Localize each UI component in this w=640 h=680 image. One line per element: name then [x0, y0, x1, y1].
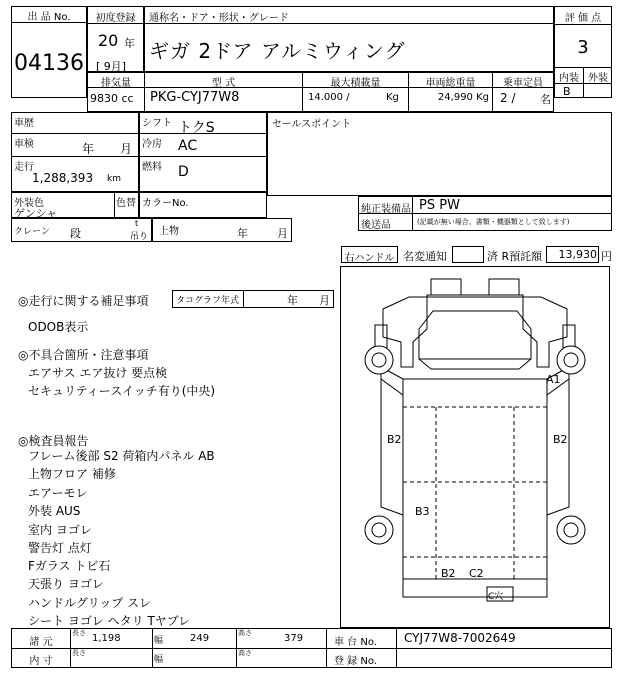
color-code-label: カラーNo.: [142, 198, 189, 209]
first-reg-label: 初度登録: [95, 13, 136, 24]
defect-line: エアサス エア抜け 要点検: [28, 366, 168, 380]
sales-point-label: セールスポイント: [272, 119, 352, 130]
width-value: 249: [190, 633, 210, 644]
defect-heading: ◎不具合箇所・注意事項: [18, 348, 149, 362]
inspection-month-unit: 月: [120, 142, 133, 156]
displacement-value: 9830 cc: [90, 92, 134, 105]
equipment-box: [358, 196, 612, 231]
inspector-line: 室内 ヨゴレ: [28, 523, 92, 537]
chassis-label: 車 台 No.: [334, 637, 377, 648]
lot-label: 出 品 No.: [27, 12, 71, 23]
crane-lift: 吊り: [130, 232, 149, 242]
retrofit-note: (記載が無い場合、書類・機器類として致します): [417, 218, 570, 226]
height-value: 379: [284, 633, 304, 644]
sales-point-box: [267, 112, 612, 196]
steering-box: [341, 246, 398, 263]
mileage-value: 1,288,393: [32, 171, 94, 185]
score-label: 評 価 点: [564, 13, 602, 24]
capacity-unit: 名: [540, 93, 551, 106]
model-box: [144, 6, 554, 72]
recycle-label: 済 R預託額: [487, 250, 543, 263]
crane-stage: 段: [70, 227, 81, 240]
lot-number: 04136: [14, 51, 84, 76]
damage-mark-c-hole: C穴: [488, 592, 504, 602]
chassis-value: CYJ77W8-7002649: [404, 631, 516, 645]
model-label: 通称名・ドア・形状・グレード: [149, 13, 289, 24]
truck-diagram: [340, 266, 610, 628]
registration-label: 登 録 No.: [334, 656, 377, 667]
mileage-unit: km: [107, 174, 121, 184]
recycle-amount: 13,930: [558, 248, 597, 261]
name-change-checkbox: [452, 246, 484, 263]
crane-ton: t: [135, 219, 139, 228]
dims-label: 諸 元: [29, 637, 53, 648]
steering-value: 右ハンドル: [344, 253, 395, 264]
crane-label: クレーン: [14, 227, 50, 237]
color-code-box: [139, 192, 267, 218]
tachograph-month-unit: 月: [319, 294, 330, 307]
fuel-value: D: [178, 164, 189, 180]
crane-box: [11, 218, 152, 242]
drivetrain-block: [139, 112, 267, 192]
damage-mark-b3: B3: [415, 505, 430, 518]
inspector-line: フレーム後部 S2 荷箱内パネル AB: [28, 449, 215, 463]
score-box: [554, 6, 612, 98]
inner-height-label: 高さ: [238, 649, 252, 657]
damage-mark-c2-bottom: C2: [469, 567, 484, 580]
body-month-unit: 月: [277, 227, 288, 240]
spec-row: [87, 72, 554, 112]
ac-label: 冷房: [142, 139, 162, 150]
fuel-label: 燃料: [142, 162, 162, 173]
inspection-label: 車検: [14, 139, 34, 150]
inspector-heading: ◎検査員報告: [18, 434, 89, 448]
inspector-line: シート ヨゴレ ヘタリ Tヤブレ: [28, 614, 191, 628]
inspection-year-unit: 年: [82, 142, 95, 156]
footer-table: [11, 628, 612, 668]
year-unit: 年: [124, 37, 135, 50]
tachograph-label: タコグラフ年式: [176, 296, 240, 306]
gvw-value: 24,990 Kg: [437, 92, 489, 103]
name-change-label: 名変通知: [403, 250, 447, 263]
defect-line: セキュリティースイッチ有り(中央): [28, 384, 216, 398]
mileage-label: 走行: [14, 162, 34, 173]
history-label: 車歴: [14, 118, 34, 129]
tachograph-box: [172, 290, 334, 308]
inspector-line: ハンドルグリップ スレ: [28, 596, 152, 610]
mileage-notes-heading: ◎走行に関する補足事項: [18, 294, 149, 308]
color-box: [11, 192, 139, 218]
damage-mark-b2-right: B2: [553, 433, 568, 446]
type-label: 型 式: [211, 78, 236, 89]
type-value: PKG-CYJ77W8: [150, 90, 240, 105]
damage-mark-a1: A1: [546, 373, 561, 386]
inner-width-label: 幅: [154, 655, 164, 665]
damage-mark-b2-bottom: B2: [441, 567, 456, 580]
length-label: 長さ: [72, 629, 86, 637]
inspector-line: Fガラス トビ石: [28, 559, 111, 573]
max-load-label: 最大積載量: [330, 78, 381, 89]
gvw-label: 車両総重量: [425, 78, 476, 89]
retrofit-label: 後送品: [361, 220, 391, 231]
body-year-box: [152, 218, 292, 242]
inspector-line: エアーモレ: [28, 486, 88, 500]
shift-value: トクS: [178, 120, 215, 136]
equipment-label: 純正装備品: [361, 204, 411, 215]
equipment-value: PS PW: [419, 198, 460, 213]
interior-label: 内装: [559, 73, 579, 84]
color-value: ゲンシャ: [14, 207, 58, 220]
first-reg-month: [ 9月]: [96, 60, 127, 73]
interior-grade: B: [563, 85, 571, 98]
first-reg-box: [87, 6, 144, 72]
displacement-label: 排気量: [101, 78, 131, 89]
lot-box: [11, 6, 87, 98]
mileage-note-line: ODOB表示: [28, 320, 89, 334]
height-label: 高さ: [238, 629, 252, 637]
ac-value: AC: [178, 138, 198, 154]
inspector-line: 外装 AUS: [28, 504, 81, 518]
width-label: 幅: [154, 636, 164, 646]
color-label: 外装色: [14, 198, 44, 209]
capacity-label: 乗車定員: [503, 78, 543, 89]
tachograph-year-unit: 年: [287, 294, 298, 307]
model-name: ギガ 2ドア アルミウィング: [149, 39, 406, 63]
shift-label: シフト: [142, 118, 172, 129]
first-reg-year: 20: [98, 31, 119, 50]
capacity-value: 2 /: [500, 91, 516, 105]
body-label: 上物: [159, 226, 179, 237]
score-value: 3: [577, 37, 589, 58]
damage-mark-b2-left: B2: [387, 433, 402, 446]
history-block: [11, 112, 139, 192]
max-load-value: 14.000 /: [308, 92, 350, 103]
inspector-line: 上物フロア 補修: [28, 467, 116, 481]
color-change-label: 色替: [116, 198, 136, 209]
recycle-amount-box: [546, 246, 599, 263]
exterior-label: 外装: [588, 73, 608, 84]
inspector-line: 警告灯 点灯: [28, 541, 92, 555]
max-load-unit: Kg: [386, 92, 399, 103]
body-year-unit: 年: [237, 227, 248, 240]
inner-length-label: 長さ: [72, 649, 86, 657]
length-value: 1,198: [92, 633, 121, 644]
recycle-unit: 円: [601, 250, 612, 263]
inspector-line: 天張り ヨゴレ: [28, 577, 104, 591]
inner-dims-label: 内 寸: [29, 656, 53, 667]
